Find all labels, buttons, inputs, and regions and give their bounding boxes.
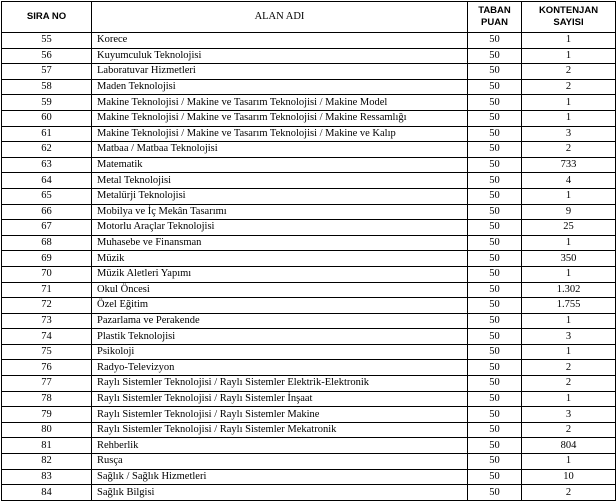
table-row (2, 376, 616, 392)
row-kontenjan: 1 (522, 48, 616, 64)
row-kontenjan: 804 (522, 438, 616, 454)
row-taban-puan: 50 (468, 64, 522, 80)
row-sira-no: 61 (2, 126, 92, 142)
row-kontenjan: 9 (522, 204, 616, 220)
row-alan-adi: Okul Öncesi (92, 282, 468, 298)
row-alan-adi: Sağlık Bilgisi (92, 485, 468, 501)
row-alan-adi: Raylı Sistemler Teknolojisi / Raylı Sistemler İnşaat (92, 391, 468, 407)
table-row (2, 95, 616, 111)
table-row (2, 485, 616, 501)
row-kontenjan: 1 (522, 391, 616, 407)
row-taban-puan: 50 (468, 220, 522, 236)
row-alan-adi: Maden Teknolojisi (92, 79, 468, 95)
row-taban-puan: 50 (468, 282, 522, 298)
row-kontenjan: 1 (522, 188, 616, 204)
row-sira-no: 76 (2, 360, 92, 376)
row-alan-adi: Makine Teknolojisi / Makine ve Tasarım Teknolojisi / Makine Model (92, 95, 468, 111)
table-row (2, 469, 616, 485)
row-taban-puan: 50 (468, 329, 522, 345)
table-row (2, 235, 616, 251)
row-taban-puan: 50 (468, 126, 522, 142)
row-taban-puan: 50 (468, 376, 522, 392)
header-taban-puan-line1: TABAN (478, 5, 511, 16)
row-sira-no: 64 (2, 173, 92, 189)
row-alan-adi: Metal Teknolojisi (92, 173, 468, 189)
row-taban-puan: 50 (468, 454, 522, 470)
table-row (2, 454, 616, 470)
row-alan-adi: Pazarlama ve Perakende (92, 313, 468, 329)
row-sira-no: 75 (2, 344, 92, 360)
table-row (2, 438, 616, 454)
row-taban-puan: 50 (468, 204, 522, 220)
row-alan-adi: Laboratuvar Hizmetleri (92, 64, 468, 80)
row-sira-no: 66 (2, 204, 92, 220)
row-taban-puan: 50 (468, 251, 522, 267)
row-alan-adi: Matbaa / Matbaa Teknolojisi (92, 142, 468, 158)
row-taban-puan: 50 (468, 391, 522, 407)
row-taban-puan: 50 (468, 33, 522, 49)
row-kontenjan: 2 (522, 376, 616, 392)
table-row (2, 220, 616, 236)
table-row (2, 48, 616, 64)
row-taban-puan: 50 (468, 298, 522, 314)
row-alan-adi: Plastik Teknolojisi (92, 329, 468, 345)
table-row (2, 110, 616, 126)
row-sira-no: 65 (2, 188, 92, 204)
row-kontenjan: 2 (522, 79, 616, 95)
row-alan-adi: Raylı Sistemler Teknolojisi / Raylı Sistemler Elektrik-Elektronik (92, 376, 468, 392)
row-sira-no: 84 (2, 485, 92, 501)
row-taban-puan: 50 (468, 469, 522, 485)
header-sira-no: SIRA NO (2, 2, 92, 33)
row-kontenjan: 350 (522, 251, 616, 267)
row-alan-adi: Raylı Sistemler Teknolojisi / Raylı Sistemler Mekatronik (92, 422, 468, 438)
row-kontenjan: 1 (522, 266, 616, 282)
row-taban-puan: 50 (468, 485, 522, 501)
table-row (2, 126, 616, 142)
row-kontenjan: 1 (522, 33, 616, 49)
row-sira-no: 79 (2, 407, 92, 423)
row-alan-adi: Kuyumculuk Teknolojisi (92, 48, 468, 64)
header-kontenjan-line1: KONTENJAN (538, 5, 599, 16)
kontenjan-table (1, 1, 616, 501)
row-taban-puan: 50 (468, 344, 522, 360)
header-alan-adi: ALAN ADI (92, 2, 468, 33)
row-alan-adi: Makine Teknolojisi / Makine ve Tasarım Teknolojisi / Makine Ressamlığı (92, 110, 468, 126)
row-alan-adi: Matematik (92, 157, 468, 173)
table-row (2, 422, 616, 438)
row-taban-puan: 50 (468, 95, 522, 111)
row-sira-no: 67 (2, 220, 92, 236)
row-taban-puan: 50 (468, 438, 522, 454)
row-alan-adi: Korece (92, 33, 468, 49)
table-row (2, 344, 616, 360)
row-kontenjan: 3 (522, 126, 616, 142)
table-row (2, 266, 616, 282)
row-kontenjan: 2 (522, 142, 616, 158)
row-alan-adi: Rehberlik (92, 438, 468, 454)
row-kontenjan: 4 (522, 173, 616, 189)
header-kontenjan-line2: SAYISI (553, 17, 584, 28)
table-row (2, 407, 616, 423)
table-row (2, 157, 616, 173)
header-kontenjan-sayisi (522, 2, 616, 33)
row-kontenjan: 3 (522, 329, 616, 345)
table-row (2, 360, 616, 376)
table-row (2, 142, 616, 158)
row-taban-puan: 50 (468, 188, 522, 204)
row-taban-puan: 50 (468, 110, 522, 126)
header-taban-puan (468, 2, 522, 33)
row-kontenjan: 1.302 (522, 282, 616, 298)
header-taban-puan-line2: PUAN (481, 17, 508, 28)
row-kontenjan: 733 (522, 157, 616, 173)
row-kontenjan: 25 (522, 220, 616, 236)
row-kontenjan: 3 (522, 407, 616, 423)
row-taban-puan: 50 (468, 422, 522, 438)
table-row (2, 329, 616, 345)
row-alan-adi: Rusça (92, 454, 468, 470)
row-taban-puan: 50 (468, 157, 522, 173)
table-row (2, 64, 616, 80)
row-sira-no: 63 (2, 157, 92, 173)
row-taban-puan: 50 (468, 360, 522, 376)
table-row (2, 79, 616, 95)
row-sira-no: 58 (2, 79, 92, 95)
row-kontenjan: 1 (522, 454, 616, 470)
row-taban-puan: 50 (468, 313, 522, 329)
row-kontenjan: 1 (522, 313, 616, 329)
row-sira-no: 60 (2, 110, 92, 126)
row-sira-no: 57 (2, 64, 92, 80)
row-sira-no: 83 (2, 469, 92, 485)
row-sira-no: 77 (2, 376, 92, 392)
row-alan-adi: Psikoloji (92, 344, 468, 360)
row-sira-no: 68 (2, 235, 92, 251)
row-sira-no: 78 (2, 391, 92, 407)
row-taban-puan: 50 (468, 173, 522, 189)
row-sira-no: 81 (2, 438, 92, 454)
row-kontenjan: 2 (522, 485, 616, 501)
table-row (2, 251, 616, 267)
row-kontenjan: 2 (522, 422, 616, 438)
row-sira-no: 55 (2, 33, 92, 49)
row-sira-no: 71 (2, 282, 92, 298)
row-sira-no: 70 (2, 266, 92, 282)
row-kontenjan: 1.755 (522, 298, 616, 314)
row-sira-no: 80 (2, 422, 92, 438)
row-sira-no: 73 (2, 313, 92, 329)
row-kontenjan: 1 (522, 95, 616, 111)
row-kontenjan: 2 (522, 360, 616, 376)
row-alan-adi: Müzik Aletleri Yapımı (92, 266, 468, 282)
row-sira-no: 56 (2, 48, 92, 64)
table-row (2, 313, 616, 329)
row-sira-no: 59 (2, 95, 92, 111)
table-row (2, 33, 616, 49)
row-kontenjan: 2 (522, 64, 616, 80)
row-sira-no: 82 (2, 454, 92, 470)
table-row (2, 391, 616, 407)
row-kontenjan: 1 (522, 235, 616, 251)
row-sira-no: 69 (2, 251, 92, 267)
row-alan-adi: Özel Eğitim (92, 298, 468, 314)
row-taban-puan: 50 (468, 407, 522, 423)
table-row (2, 173, 616, 189)
row-alan-adi: Makine Teknolojisi / Makine ve Tasarım Teknolojisi / Makine ve Kalıp (92, 126, 468, 142)
row-kontenjan: 1 (522, 110, 616, 126)
row-alan-adi: Mobilya ve İç Mekân Tasarımı (92, 204, 468, 220)
table-row (2, 204, 616, 220)
row-alan-adi: Muhasebe ve Finansman (92, 235, 468, 251)
row-taban-puan: 50 (468, 235, 522, 251)
table-row (2, 188, 616, 204)
row-alan-adi: Motorlu Araçlar Teknolojisi (92, 220, 468, 236)
row-alan-adi: Radyo-Televizyon (92, 360, 468, 376)
row-taban-puan: 50 (468, 142, 522, 158)
row-taban-puan: 50 (468, 79, 522, 95)
row-alan-adi: Metalürji Teknolojisi (92, 188, 468, 204)
row-alan-adi: Sağlık / Sağlık Hizmetleri (92, 469, 468, 485)
row-alan-adi: Raylı Sistemler Teknolojisi / Raylı Sistemler Makine (92, 407, 468, 423)
table-row (2, 282, 616, 298)
row-taban-puan: 50 (468, 266, 522, 282)
table-row (2, 298, 616, 314)
row-sira-no: 72 (2, 298, 92, 314)
row-sira-no: 74 (2, 329, 92, 345)
row-kontenjan: 1 (522, 344, 616, 360)
row-alan-adi: Müzik (92, 251, 468, 267)
row-kontenjan: 10 (522, 469, 616, 485)
row-taban-puan: 50 (468, 48, 522, 64)
table-header-row (2, 2, 616, 33)
row-sira-no: 62 (2, 142, 92, 158)
